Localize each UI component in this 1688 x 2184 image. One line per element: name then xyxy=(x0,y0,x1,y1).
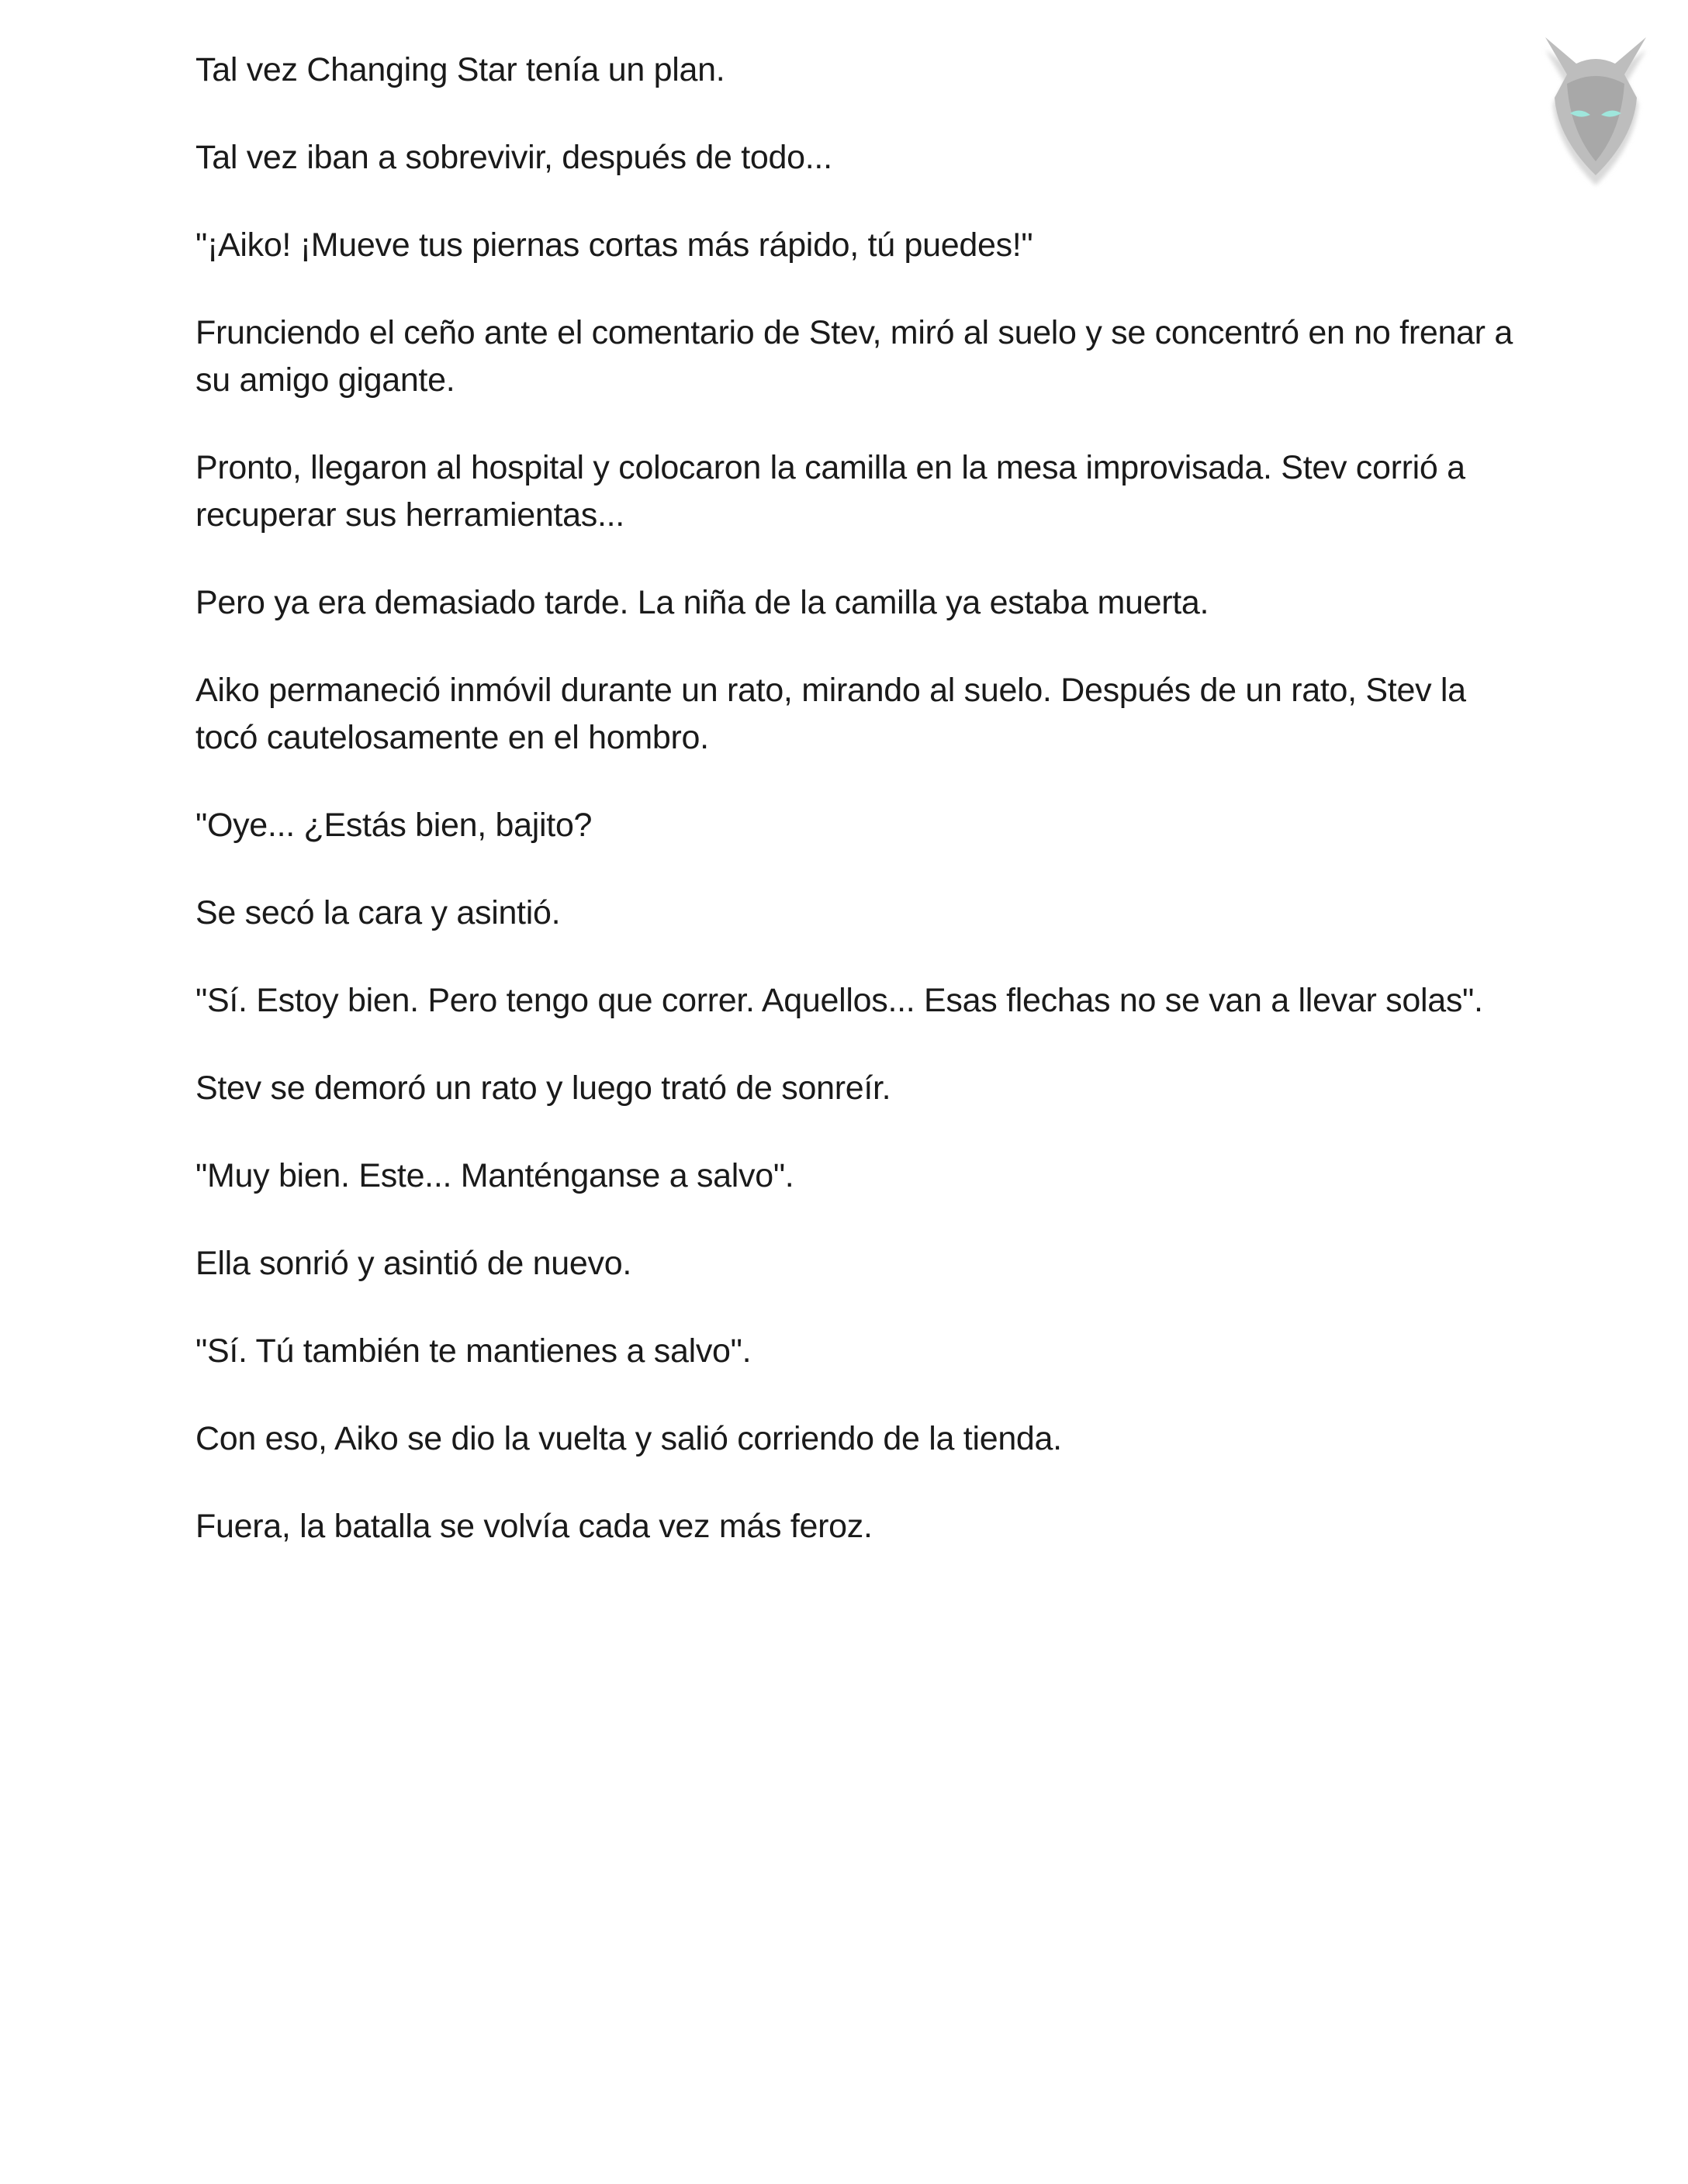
paragraph: Aiko permaneció inmóvil durante un rato, mirando al suelo. Después de un rato, Stev la tocó cautelosamente en el hombro. xyxy=(195,672,1466,756)
paragraph: Pero ya era demasiado tarde. La niña de la camilla ya estaba muerta. xyxy=(195,584,1209,621)
paragraph: Pronto, llegaron al hospital y colocaron la camilla en la mesa improvisada. Stev corrió a recuperar sus herramientas... xyxy=(195,449,1465,534)
paragraph: "¡Aiko! ¡Mueve tus piernas cortas más rápido, tú puedes!" xyxy=(195,226,1033,264)
paragraph: Tal vez iban a sobrevivir, después de todo... xyxy=(195,139,832,176)
paragraph: "Oye... ¿Estás bien, bajito? xyxy=(195,807,593,844)
paragraph: Fuera, la batalla se volvía cada vez más feroz. xyxy=(195,1508,873,1545)
horned-mask-icon xyxy=(1522,14,1669,192)
paragraph: "Sí. Estoy bien. Pero tengo que correr. Aquellos... Esas flechas no se van a llevar solas". xyxy=(195,982,1483,1019)
paragraph: Frunciendo el ceño ante el comentario de Stev, miró al suelo y se concentró en no frenar a su amigo gigante. xyxy=(195,314,1513,399)
paragraph: Ella sonrió y asintió de nuevo. xyxy=(195,1245,631,1282)
paragraph: Se secó la cara y asintió. xyxy=(195,894,561,931)
paragraph: "Muy bien. Este... Manténganse a salvo". xyxy=(195,1157,794,1194)
paragraph: "Sí. Tú también te mantienes a salvo". xyxy=(195,1332,752,1370)
paragraph: Stev se demoró un rato y luego trató de sonreír. xyxy=(195,1070,891,1107)
paragraph: Con eso, Aiko se dio la vuelta y salió corriendo de la tienda. xyxy=(195,1420,1062,1457)
paragraph: Tal vez Changing Star tenía un plan. xyxy=(195,51,725,88)
story-text xyxy=(195,47,1514,1591)
